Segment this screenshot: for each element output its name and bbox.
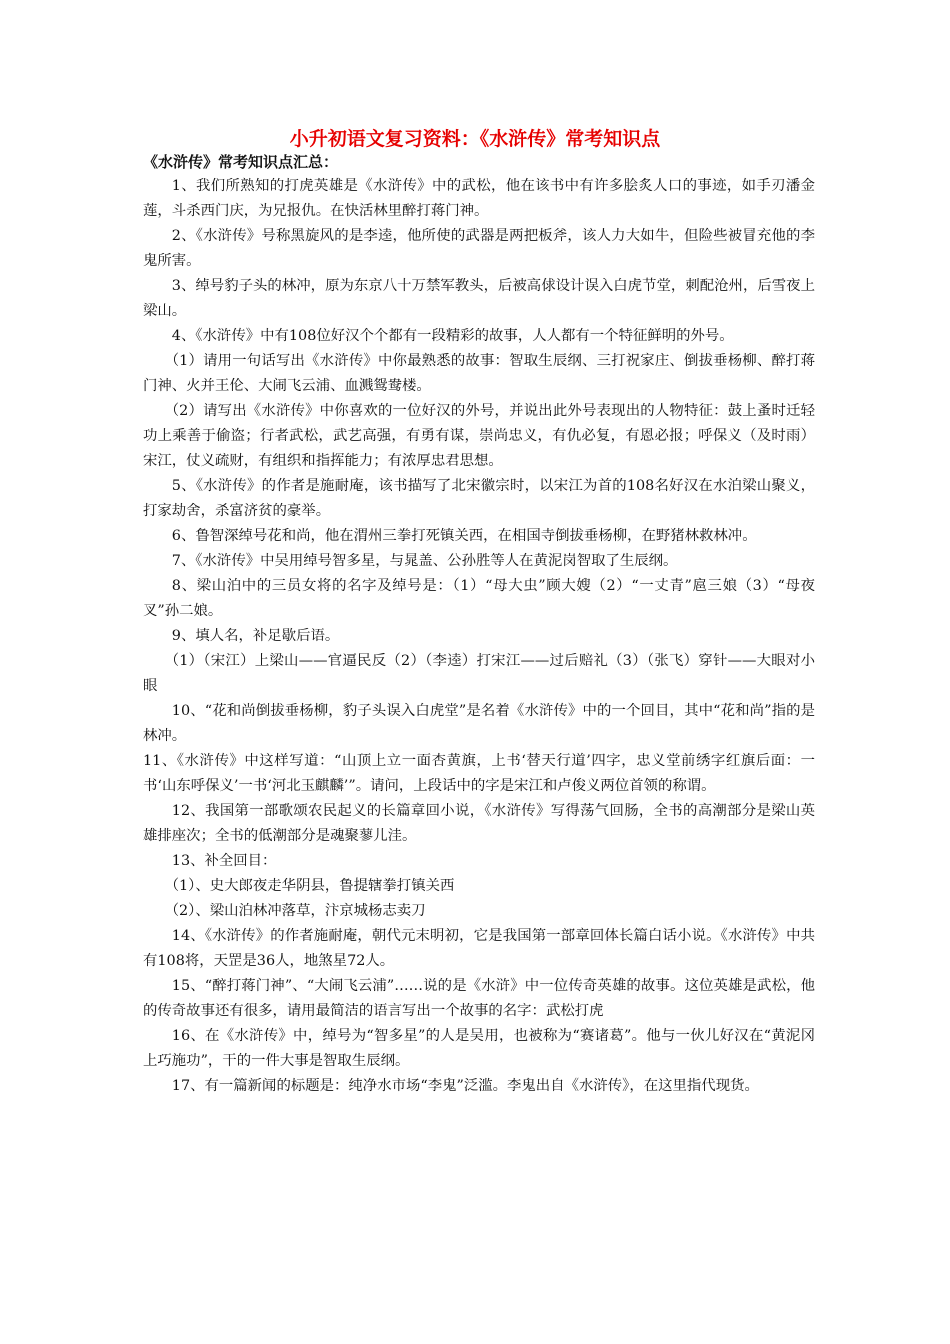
document-body	[143, 174, 815, 1099]
paragraph-5: 5、《水浒传》的作者是施耐庵，该书描写了北宋徽宗时，以宋江为首的108名好汉在水泊梁山聚义，打家劫舍，杀富济贫的豪举。	[143, 478, 815, 519]
paragraph-17: 17、有一篇新闻的标题是：纯净水市场“李鬼”泛滥。李鬼出自《水浒传》，在这里指代现货。	[171, 1078, 759, 1094]
paragraph-10: 10、“花和尚倒拔垂杨柳，豹子头误入白虎堂”是名着《水浒传》中的一个回目，其中“花和尚”指的是林冲。	[143, 703, 815, 744]
paragraph-8: 8、梁山泊中的三员女将的名字及绰号是：（1）“母大虫”顾大嫂（2）“一丈青”扈三娘（3）“母夜叉”孙二娘。	[143, 578, 815, 619]
paragraph-9-1: （1）（宋江）上梁山——官逼民反（2）（李逵）打宋江——过后赔礼（3）（张飞）穿针——大眼对小眼	[143, 653, 815, 694]
paragraph-4-1: （1）请用一句话写出《水浒传》中你最熟悉的故事：智取生辰纲、三打祝家庄、倒拔垂杨柳、醉打蒋门神、火并王伦、大闹飞云浦、血溅鸳鸯楼。	[143, 353, 815, 394]
paragraph-13-2: （2）、梁山泊林冲落草，汴京城杨志卖刀	[164, 903, 426, 919]
paragraph-13: 13、补全回目：	[171, 853, 277, 869]
paragraph-6: 6、鲁智深绰号花和尚，他在渭州三拳打死镇关西，在相国寺倒拔垂杨柳，在野猪林救林冲。	[171, 528, 757, 544]
paragraph-3: 3、绰号豹子头的林冲，原为东京八十万禁军教头，后被高俅设计误入白虎节堂，刺配沧州，后雪夜上梁山。	[143, 278, 815, 319]
paragraph-4: 4、《水浒传》中有108位好汉个个都有一段精彩的故事，人人都有一个特征鲜明的外号。	[171, 328, 734, 344]
paragraph-16: 16、在《水浒传》中，绰号为“智多星”的人是吴用，也被称为“赛诸葛”。他与一伙儿好汉在“黄泥冈上巧施功”，干的一件大事是智取生辰纲。	[143, 1028, 815, 1069]
paragraph-1: 1、我们所熟知的打虎英雄是《水浒传》中的武松，他在该书中有许多脍炙人口的事迹，如手刃潘金莲，斗杀西门庆，为兄报仇。在快活林里醉打蒋门神。	[143, 178, 815, 219]
paragraph-2: 2、《水浒传》号称黑旋风的是李逵，他所使的武器是两把板斧，该人力大如牛，但险些被冒充他的李鬼所害。	[143, 228, 815, 269]
paragraph-14: 14、《水浒传》的作者施耐庵，朝代元末明初，它是我国第一部章回体长篇白话小说。《水浒传》中共有108将，天罡是36人，地煞星72人。	[143, 928, 815, 969]
paragraph-12: 12、我国第一部歌颂农民起义的长篇章回小说，《水浒传》写得荡气回肠，全书的高潮部分是梁山英雄排座次；全书的低潮部分是魂聚蓼儿洼。	[143, 803, 815, 844]
paragraph-9: 9、填人名，补足歇后语。	[171, 628, 340, 644]
paragraph-11: 11、《水浒传》中这样写道：“山顶上立一面杏黄旗，上书‘替天行道’四字，忠义堂前绣字红旗后面：一书‘山东呼保义’一书‘河北玉麒麟’”。请问，上段话中的字是宋江和卢俊义两位首领的称谓。	[143, 753, 815, 794]
page-title: 小升初语文复习资料：《水浒传》常考知识点	[289, 128, 661, 150]
section-heading: 《水浒传》常考知识点汇总：	[143, 153, 339, 171]
paragraph-15: 15、“醉打蒋门神”、“大闹飞云浦”……说的是《水浒》中一位传奇英雄的故事。这位英雄是武松，他的传奇故事还有很多，请用最简洁的语言写出一个故事的名字：武松打虎	[143, 978, 815, 1019]
paragraph-13-1: （1）、史大郎夜走华阴县，鲁提辖拳打镇关西	[164, 878, 455, 894]
paragraph-4-2: （2）请写出《水浒传》中你喜欢的一位好汉的外号，并说出此外号表现出的人物特征：鼓上蚤时迁轻功上乘善于偷盗；行者武松，武艺高强，有勇有谋，崇尚忠义，有仇必复，有恩必报；呼保义（及时雨）宋江，仗义疏财，有组织和指挥能力；有浓厚忠君思想。	[143, 403, 815, 469]
paragraph-7: 7、《水浒传》中吴用绰号智多星，与晁盖、公孙胜等人在黄泥岗智取了生辰纲。	[171, 553, 678, 569]
